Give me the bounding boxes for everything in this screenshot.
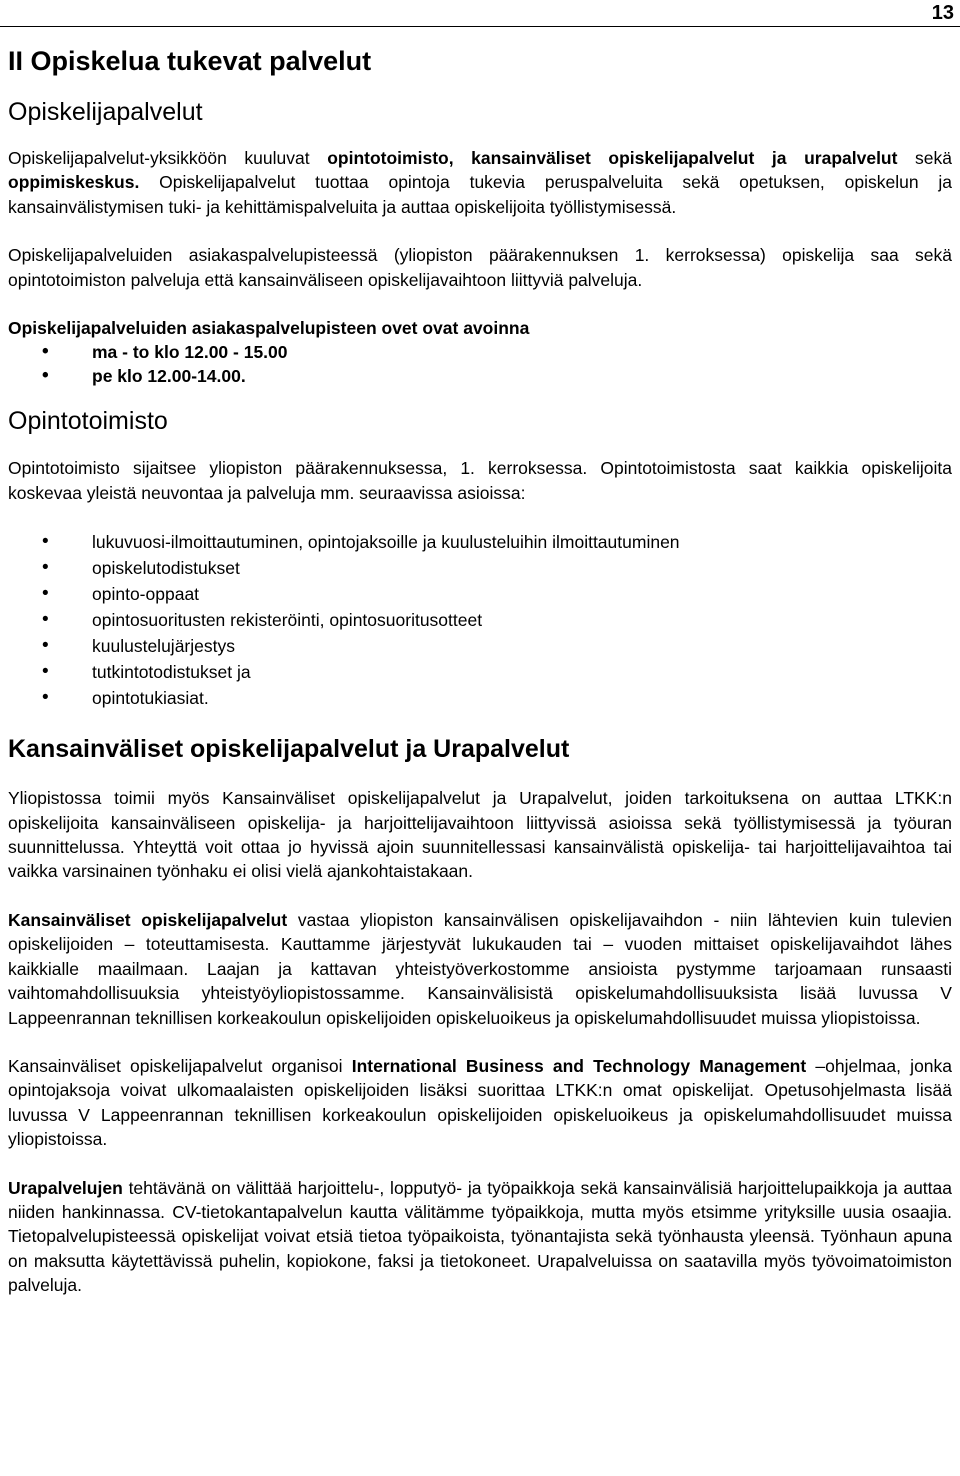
opening-hours-title: Opiskelijapalveluiden asiakaspalvelupisteen ovet ovat avoinna xyxy=(8,318,530,339)
paragraph-ibtm: Kansainväliset opiskelijapalvelut organisoi International Business and Technology Management –ohjelmaa, jonka opintojaksoja voivat ulkomaalaisten opiskelijoiden lisäksi suorittaa LTKK:n omat opiskelijat. Opetusohjelmasta lisää luvussa V Lappeenrannan teknillisen korkeakoulun opiskelijoiden opiskeluoikeus ja opiskelumahdollisuudet muissa yliopistoissa. xyxy=(8,1055,953,1150)
list-item: • ma - to klo 12.00 - 15.00 xyxy=(8,340,952,364)
list-item: • opintosuoritusten rekisteröinti, opintosuoritusotteet xyxy=(8,607,952,633)
header-rule xyxy=(0,26,960,27)
paragraph-opintotoimisto: Opintotoimisto sijaitsee yliopiston päärakennuksessa, 1. kerroksessa. Opintotoimistosta saat kaikkia opiskelijoita koskevaa yleistä neuvontaa ja palveluja mm. seuraavissa asioissa: xyxy=(8,458,952,503)
paragraph-kansainvaliset-intro: Yliopistossa toimii myös Kansainväliset opiskelijapalvelut ja Urapalvelut, joiden tarkoituksena on auttaa LTKK:n opiskelijoita kansainväliseen opiskelija- ja harjoittelijavaihtoon liittyvissä asioissa sekä työllistymisessä ja työuran suunnittelussa. Yhteyttä voit ottaa jo hyvissä ajoin suunnitellessasi kansainvälistä opiskelija- tai harjoittelijavaihtoa tai vaikka varsinainen työnhaku ei olisi vielä ajankohtaistakaan. xyxy=(8,788,952,882)
section-title-opiskelijapalvelut: Opiskelijapalvelut xyxy=(8,98,203,126)
list-item: • kuulustelujärjestys xyxy=(8,633,952,659)
list-item: • opintotukiasiat. xyxy=(8,685,952,711)
section-title-opintotoimisto: Opintotoimisto xyxy=(8,407,168,436)
list-item: • opinto-oppaat xyxy=(8,581,952,607)
section-title-kansainvaliset: Kansainväliset opiskelijapalvelut ja Urapalvelut xyxy=(8,735,570,764)
paragraph-kansainvaliset-opiskelijapalvelut: Kansainväliset opiskelijapalvelut vastaa yliopiston kansainvälisen opiskelijavaihdon - niin lähtevien kuin tulevien opiskelijoiden – toteuttamisesta. Kauttamme järjestyvät lukukauden tai – vuoden mittaiset opiskelijavaihdot lähes kaikkialle maailmaan. Laajan ja kattavan yhteistyöverkostomme ansioista pystymme tarjoamaan runsaasti vaihtomahdollisuuksia yhteistyöyliopistossamme. Kansainvälisistä opiskelumahdollisuuksista lisää luvussa V Lappeenrannan teknillisen korkeakoulun opiskelijoiden opiskeluoikeus ja opiskelumahdollisuudet muissa yliopistoissa. xyxy=(8,909,952,1028)
list-item: • tutkintotodistukset ja xyxy=(8,659,952,685)
chapter-title: II Opiskelua tukevat palvelut xyxy=(8,46,372,76)
opening-hours-list xyxy=(8,340,952,388)
services-list xyxy=(8,529,952,711)
list-item: • lukuvuosi-ilmoittautuminen, opintojaksoille ja kuulusteluihin ilmoittautuminen xyxy=(8,529,952,555)
paragraph-urapalvelut: Urapalvelujen tehtävänä on välittää harjoittelu-, lopputyö- ja työpaikkoja sekä kansainvälisiä harjoittelupaikkoja ja auttaa niiden hankinnassa. CV-tietokantapalvelun kautta välitämme työpaikkoja, mutta myös etsimme yrityksille uusia osaajia. Tietopalvelupisteessä opiskelijat voivat etsiä tietoa työpaikoista, työnantajista sekä työnhausta yleensä. Työnhaun apuna on maksutta käytettävissä puhelin, kopiokone, faksi ja tietokoneet. Urapalveluissa on saatavilla myös työvoimatoimiston palveluja. xyxy=(8,1177,952,1296)
document-body xyxy=(8,44,952,1298)
paragraph-service-point: Opiskelijapalveluiden asiakaspalvelupisteessä (yliopiston päärakennuksen 1. kerroksessa) opiskelija saa sekä opintotoimiston palveluja että kansainväliseen opiskelijavaihtoon liittyviä palveluja. xyxy=(8,245,952,290)
list-item: • pe klo 12.00-14.00. xyxy=(8,364,952,388)
list-item: • opiskelutodistukset xyxy=(8,555,952,581)
paragraph-intro: Opiskelijapalvelut-yksikköön kuuluvat opintotoimisto, kansainväliset opiskelijapalvelut ja urapalvelut sekä oppimiskeskus. Opiskelijapalvelut tuottaa opintoja tukevia peruspalveluita sekä opetuksen, opiskelun ja kansainvälistymisen tuki- ja kehittämispalveluita ja auttaa opiskelijoita työllistymisessä. xyxy=(8,148,953,217)
page-number: 13 xyxy=(931,2,954,24)
